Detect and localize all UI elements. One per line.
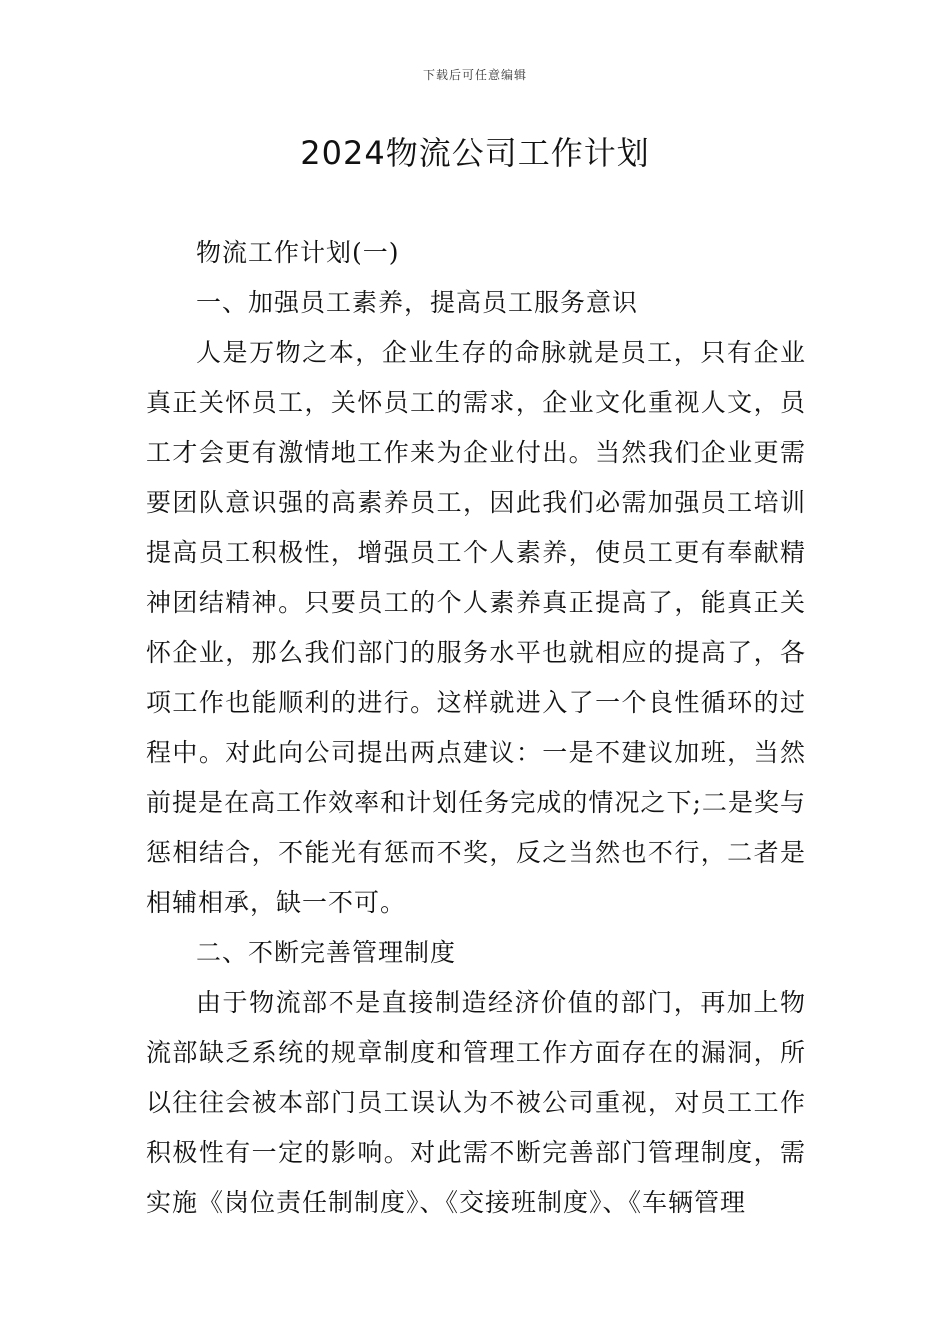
document-body bbox=[146, 228, 806, 1228]
section-heading-plan: 物流工作计划(一) bbox=[196, 238, 400, 267]
body-paragraph: 由于物流部不是直接制造经济价值的部门，再加上物流部缺乏系统的规章制度和管理工作方面存在的漏洞，所以往往会被本部门员工误认为不被公司重视，对员工工作积极性有一定的影响。对此需不断完善部门管理制度，需实施《岗位责任制制度》、《交接班制度》、《车辆管理 bbox=[146, 988, 806, 1217]
section-heading-staff: 一、加强员工素养，提高员工服务意识 bbox=[196, 288, 639, 317]
body-paragraph: 人是万物之本，企业生存的命脉就是员工，只有企业真正关怀员工，关怀员工的需求，企业文化重视人文，员工才会更有激情地工作来为企业付出。当然我们企业更需要团队意识强的高素养员工，因此我们必需加强员工培训提高员工积极性，增强员工个人素养，使员工更有奉献精神团结精神。只要员工的个人素养真正提高了，能真正关怀企业，那么我们部门的服务水平也就相应的提高了，各项工作也能顺利的进行。这样就进入了一个良性循环的过程中。对此向公司提出两点建议：一是不建议加班，当然前提是在高工作效率和计划任务完成的情况之下;二是奖与惩相结合，不能光有惩而不奖，反之当然也不行，二者是相辅相承，缺一不可。 bbox=[146, 338, 806, 917]
document-title: 2024物流公司工作计划 bbox=[300, 134, 650, 172]
header-note: 下载后可任意编辑 bbox=[422, 68, 527, 82]
section-heading-management: 二、不断完善管理制度 bbox=[196, 938, 457, 967]
